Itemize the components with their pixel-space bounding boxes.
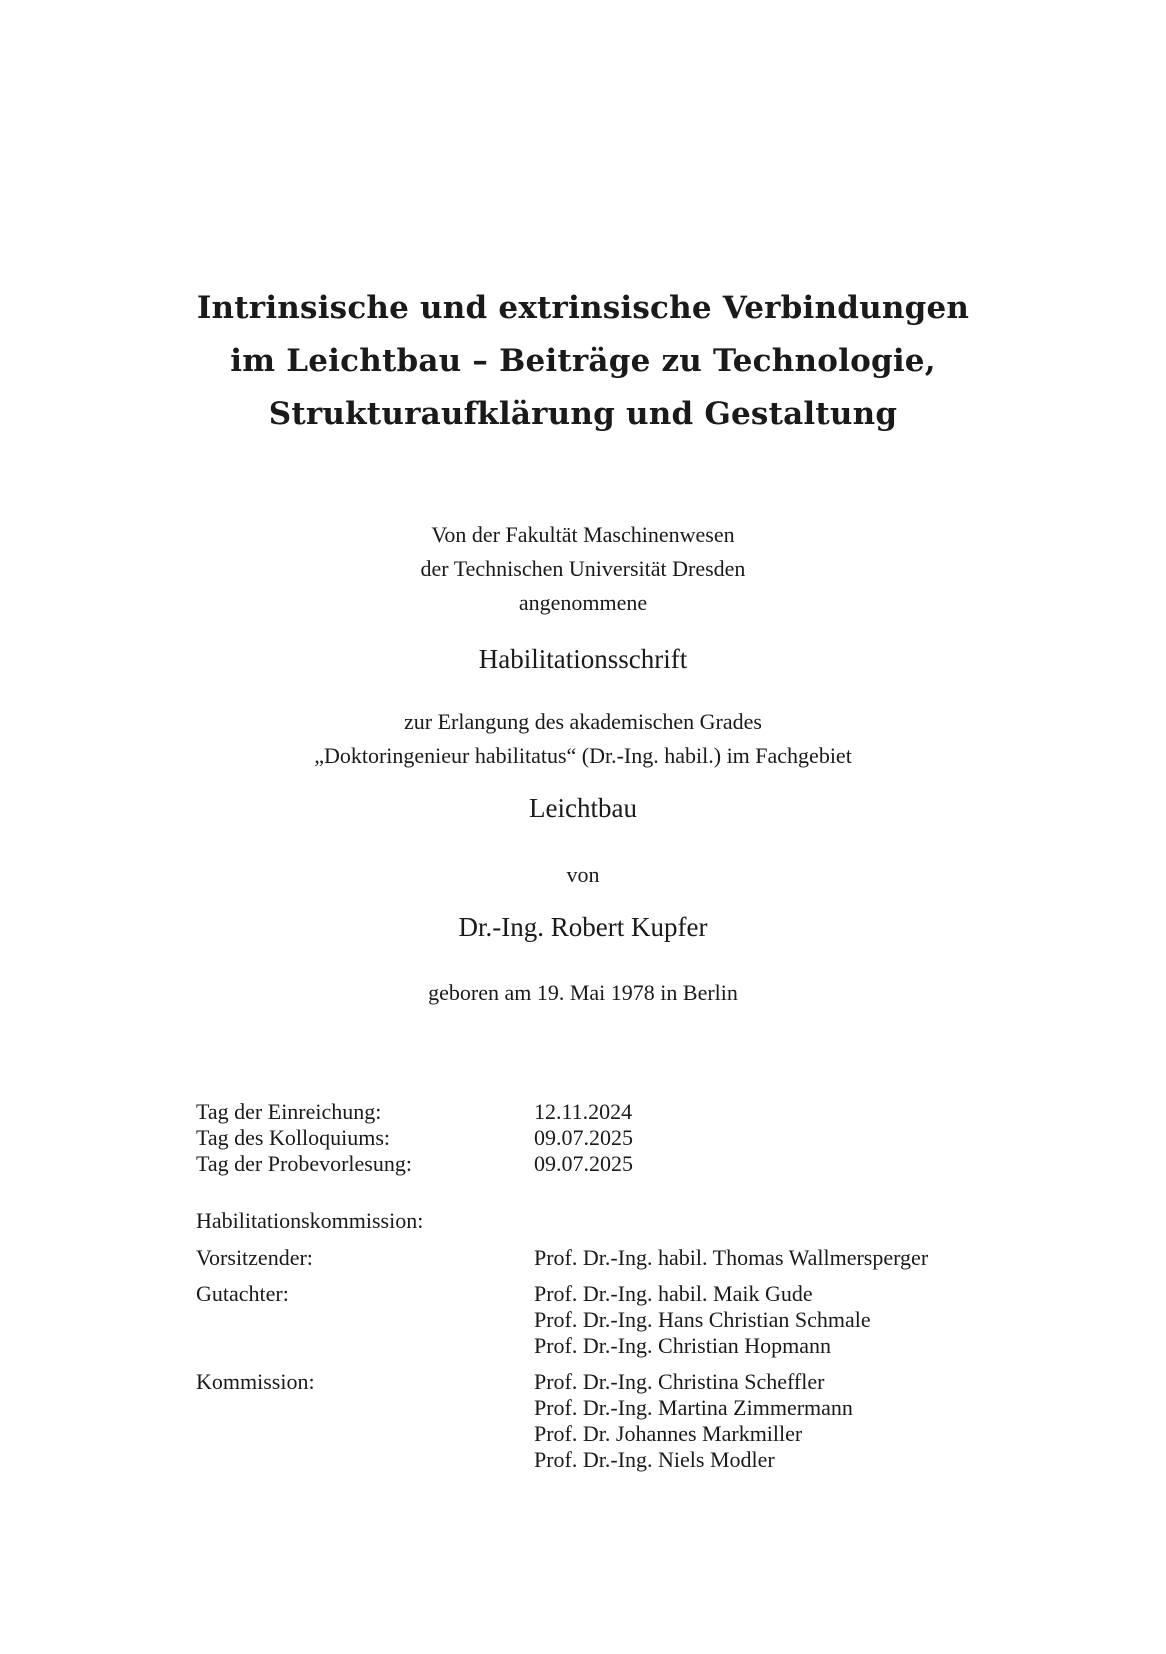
- author-name: Dr.-Ing. Robert Kupfer: [458, 912, 708, 942]
- degree-line-1: zur Erlangung des akademischen Grades: [404, 709, 762, 734]
- member-name: Prof. Dr.-Ing. Niels Modler: [534, 1447, 775, 1472]
- trial-lecture-date-label: Tag der Probevorlesung:: [196, 1151, 412, 1176]
- reviewer-name: Prof. Dr.-Ing. Hans Christian Schmale: [534, 1307, 871, 1332]
- document-title: [0, 282, 1166, 441]
- degree-line-2: „Doktoringenieur habilitatus“ (Dr.-Ing. habil.) im Fachgebiet: [314, 743, 852, 768]
- title-line: Strukturaufklärung und Gestaltung: [268, 396, 898, 432]
- document-type: Habilitationsschrift: [478, 644, 688, 674]
- member-name: Prof. Dr.-Ing. Christina Scheffler: [534, 1369, 825, 1394]
- acceptance-line-3: angenommene: [518, 590, 648, 615]
- trial-lecture-date-value: 09.07.2025: [534, 1151, 633, 1176]
- title-line: Intrinsische und extrinsische Verbindungen: [196, 290, 970, 326]
- reviewer-name: Prof. Dr.-Ing. Christian Hopmann: [534, 1333, 831, 1358]
- birth-info: geboren am 19. Mai 1978 in Berlin: [428, 980, 738, 1005]
- submission-date-label: Tag der Einreichung:: [196, 1099, 382, 1124]
- by-label: von: [566, 862, 600, 887]
- acceptance-line-1: Von der Fakultät Maschinenwesen: [431, 522, 735, 547]
- chair-name: Prof. Dr.-Ing. habil. Thomas Wallmersperger: [534, 1245, 929, 1270]
- member-name: Prof. Dr. Johannes Markmiller: [534, 1421, 803, 1446]
- member-name: Prof. Dr.-Ing. Martina Zimmermann: [534, 1395, 853, 1420]
- colloquium-date-value: 09.07.2025: [534, 1125, 633, 1150]
- acceptance-line-2: der Technischen Universität Dresden: [420, 556, 746, 581]
- reviewer-name: Prof. Dr.-Ing. habil. Maik Gude: [534, 1281, 813, 1306]
- chair-label: Vorsitzender:: [196, 1245, 313, 1270]
- title-line: im Leichtbau – Beiträge zu Technologie,: [230, 343, 936, 379]
- commission-heading: Habilitationskommission:: [196, 1208, 424, 1233]
- colloquium-date-label: Tag des Kolloquiums:: [196, 1125, 391, 1150]
- members-label: Kommission:: [196, 1369, 315, 1394]
- reviewers-label: Gutachter:: [196, 1281, 289, 1306]
- field-of-study: Leichtbau: [529, 793, 637, 823]
- submission-date-value: 12.11.2024: [534, 1099, 633, 1124]
